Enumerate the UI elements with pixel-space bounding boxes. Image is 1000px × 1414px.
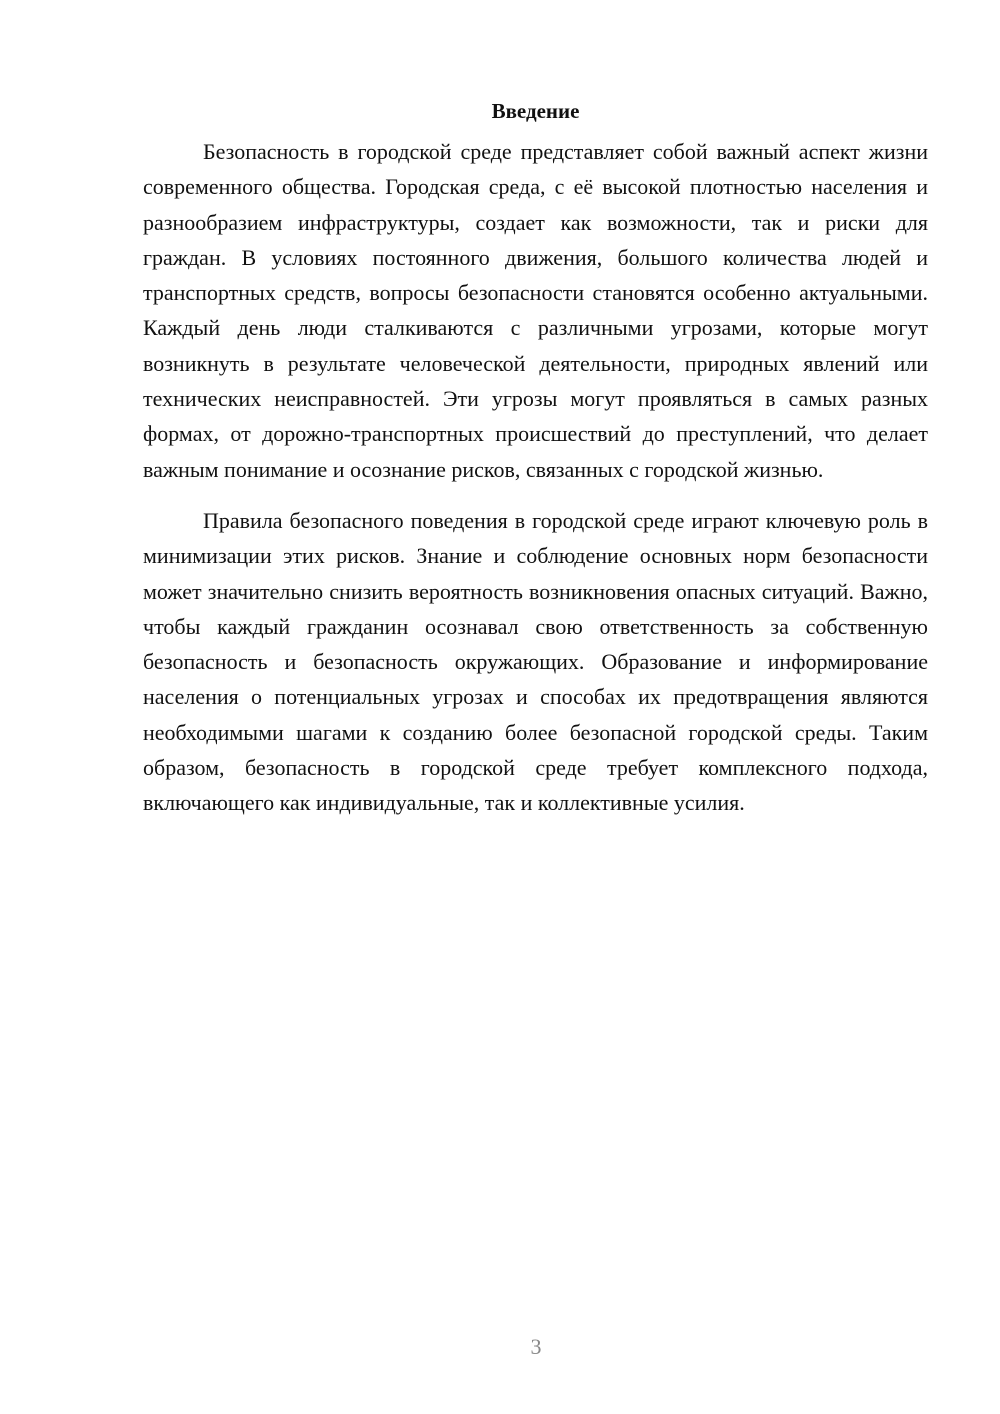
paragraph-2: Правила безопасного поведения в городской среде играют ключевую роль в минимизации этих рисков. Знание и соблюдение основных норм безопасности может значительно снизить вероятность возникновения опасных ситуаций. Важно, чтобы каждый гражданин осознавал свою ответственность за собственную безопасность и безопасность окружающих. Образование и информирование населения о потенциальных угрозах и способах их предотвращения являются необходимыми шагами к созданию более безопасной городской среды. Таким образом, безопасность в городской среде требует комплексного подхода, включающего как индивидуальные, так и коллективные усилия. [143, 507, 928, 816]
page-number: 3 [530, 1334, 542, 1359]
section-title: Введение [491, 99, 580, 123]
paragraph-1: Безопасность в городской среде представляет собой важный аспект жизни современного общества. Городская среда, с её высокой плотностью населения и разнообразием инфраструктуры, создает как возможности, так и риски для граждан. В условиях постоянного движения, большого количества людей и транспортных средств, вопросы безопасности становятся особенно актуальными. Каждый день люди сталкиваются с различными угрозами, которые могут возникнуть в результате человеческой деятельности, природных явлений или технических неисправностей. Эти угрозы могут проявляться в самых разных формах, от дорожно-транспортных происшествий до преступлений, что делает важным понимание и осознание рисков, связанных с городской жизнью. [143, 139, 928, 482]
page-content [143, 96, 928, 821]
